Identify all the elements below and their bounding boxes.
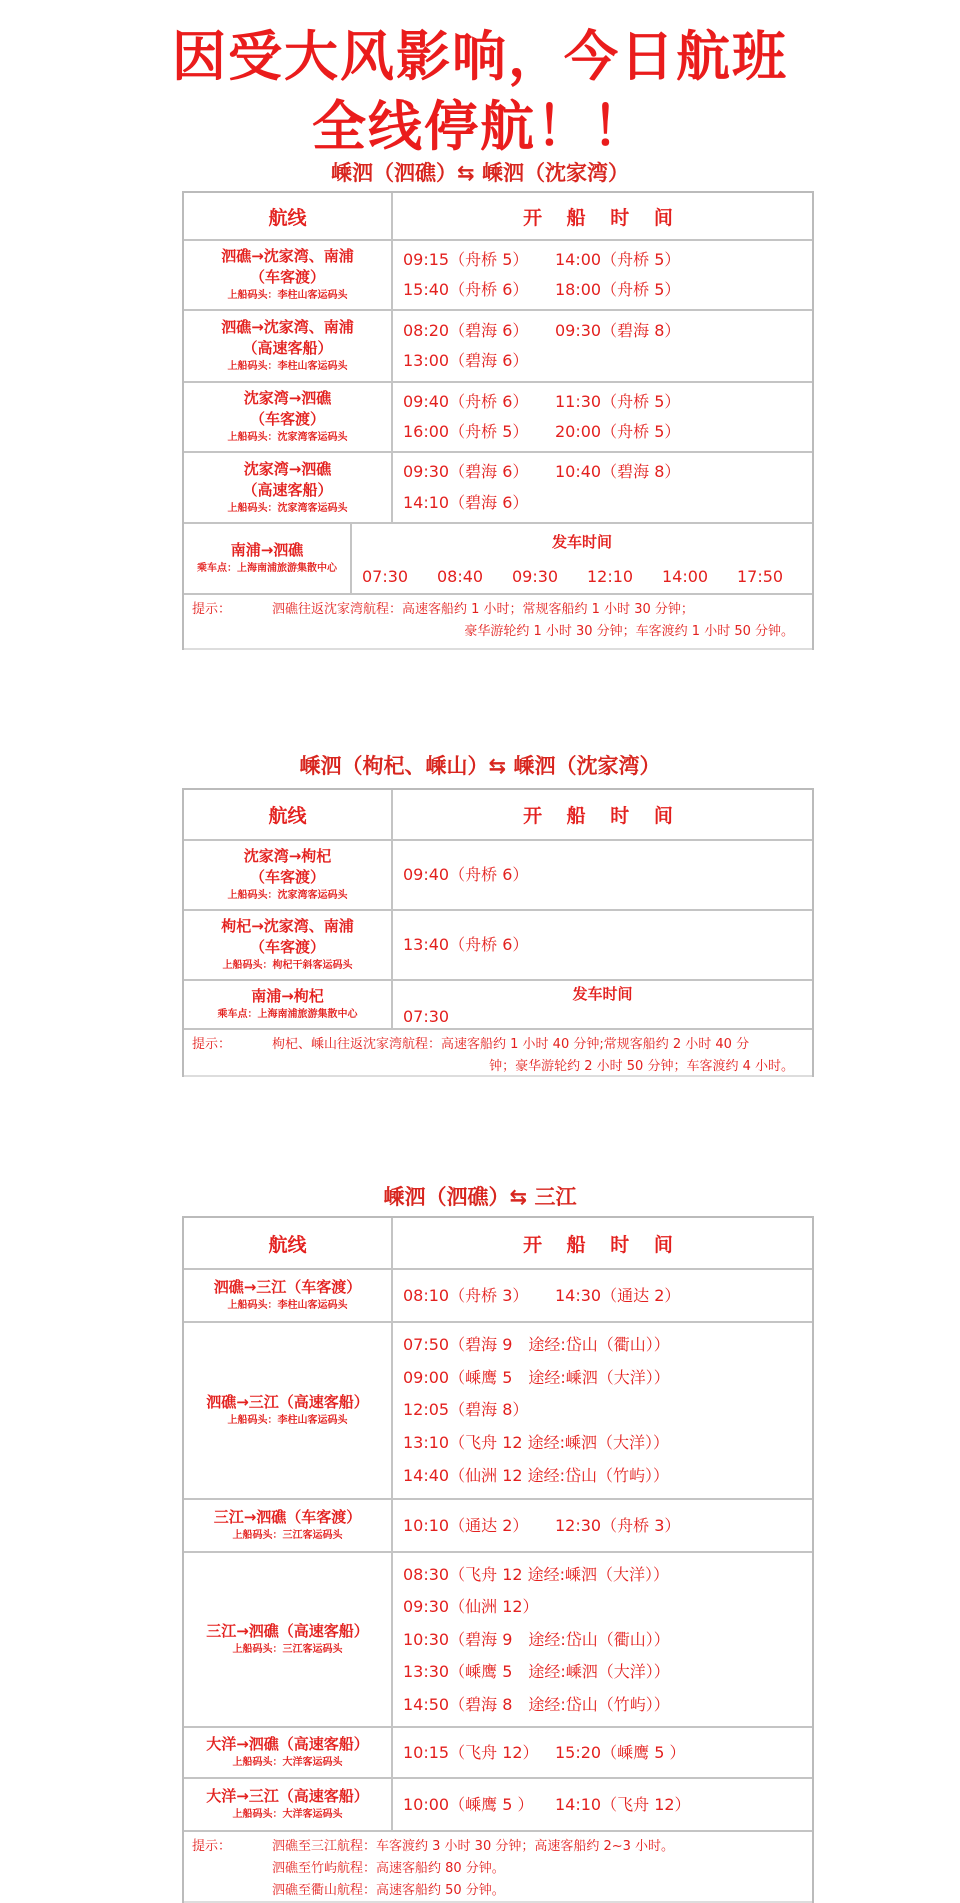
table-row	[184, 1323, 812, 1500]
departure-line	[403, 279, 812, 301]
route-name: 泗礁→三江（车客渡）	[213, 1278, 362, 1296]
tip-text	[192, 1836, 804, 1902]
bus-time: 07:30	[362, 566, 409, 586]
departure-line	[403, 1367, 812, 1389]
bus-times	[362, 567, 812, 586]
route-name: 三江→泗礁（高速客船）	[206, 1622, 369, 1640]
header-route: 航线	[184, 790, 393, 839]
times-cell	[393, 383, 812, 451]
route-cell	[184, 524, 352, 593]
boarding-point: 上船码头：沈家湾客运码头	[227, 432, 348, 443]
route-cell	[184, 1270, 393, 1321]
route-cell	[184, 241, 393, 309]
departure-entry: 09:40（舟桥 6）	[403, 392, 529, 411]
route-name: 枸杞→沈家湾、南浦	[221, 917, 354, 935]
table-row	[184, 1779, 812, 1832]
route-name: 大洋→三江（高速客船）	[206, 1787, 369, 1805]
times-cell	[393, 1323, 812, 1498]
bus-time: 09:30	[512, 566, 559, 586]
route-cell	[184, 1500, 393, 1551]
departure-line	[403, 1661, 812, 1683]
departure-entry: 14:40（仙洲 12 途经:岱山（竹屿））	[403, 1466, 670, 1486]
table-row	[184, 981, 812, 1030]
boarding-point: 上船码头：沈家湾客运码头	[227, 502, 348, 514]
table-row	[184, 241, 812, 311]
departure-line	[403, 249, 812, 271]
departure-entry: 10:00（嵊鹰 5 ）	[403, 1794, 534, 1814]
departure-entry: 10:30（碧海 9 途经:岱山（衢山））	[403, 1629, 670, 1649]
table-header-row	[184, 790, 812, 841]
departure-entry: 08:30（飞舟 12 途经:嵊泗（大洋））	[403, 1564, 670, 1584]
departure-line	[403, 1564, 812, 1586]
route-name: （高速客船）	[242, 480, 333, 499]
departure-entry: 15:20（嵊鹰 5 ）	[555, 1742, 686, 1762]
departure-entry: 09:30（碧海 8）	[555, 320, 681, 340]
departure-line	[403, 492, 812, 514]
boarding-point: 乘车点：上海南浦旅游集散中心	[217, 1009, 358, 1020]
departure-entry: 15:40（舟桥 6）	[403, 280, 529, 299]
table-row	[184, 1500, 812, 1553]
departure-line	[403, 1596, 812, 1618]
route-cell	[184, 383, 393, 451]
boarding-point: 上船码头：枸杞干斜客运码头	[222, 960, 353, 971]
times-cell	[393, 1779, 812, 1830]
departure-entry: 12:30（舟桥 3）	[555, 1515, 681, 1535]
route-name: （车客渡）	[249, 868, 325, 886]
departure-line	[403, 391, 812, 413]
bus-time-label: 发车时间	[572, 984, 633, 1003]
table-row	[184, 911, 812, 981]
header-departure-time: 开 船 时 间	[523, 805, 682, 827]
table-row	[184, 383, 812, 453]
route-name: 南浦→泗礁	[230, 541, 304, 559]
departure-line	[403, 1399, 812, 1421]
departure-line	[403, 320, 812, 342]
travel-tip	[184, 1832, 812, 1903]
boarding-point: 上船码头：李柱山客运码头	[227, 290, 348, 301]
departure-line	[403, 461, 812, 483]
departure-entry: 20:00（舟桥 5）	[555, 422, 681, 441]
route-name: （车客渡）	[249, 410, 325, 428]
departure-line	[403, 934, 812, 956]
departure-line	[403, 1334, 812, 1356]
route-cell	[184, 981, 393, 1028]
tip-label: 提示：	[192, 1037, 232, 1052]
route-name: 沈家湾→泗礁	[243, 459, 332, 478]
route-name: 沈家湾→泗礁	[243, 389, 332, 407]
route-name: 大洋→泗礁（高速客船）	[206, 1735, 369, 1753]
times-cell	[393, 1728, 812, 1777]
departure-entry: 12:05（碧海 8）	[403, 1400, 529, 1420]
departure-entry: 14:10（碧海 6）	[403, 492, 529, 512]
table-header-row	[184, 1218, 812, 1270]
tip-line: 泗礁往返沈家湾航程：高速客船约 1 小时；常规客船约 1 小时 30 分钟；	[272, 602, 694, 617]
route-cell	[184, 911, 393, 979]
tip-text	[192, 1034, 804, 1078]
route-cell	[184, 1553, 393, 1726]
table-row	[184, 841, 812, 911]
departure-entry: 09:30（碧海 6）	[403, 462, 529, 482]
boarding-point: 上船码头：李柱山客运码头	[227, 1300, 348, 1311]
schedule-table	[182, 788, 814, 1077]
departure-entry: 13:30（嵊鹰 5 途经:嵊泗（大洋））	[403, 1662, 670, 1681]
departure-entry: 09:40（舟桥 6）	[403, 865, 529, 884]
boarding-point: 上船码头：大洋客运码头	[232, 1809, 343, 1820]
departure-line	[403, 864, 812, 886]
departure-entry: 14:10（飞舟 12）	[555, 1794, 691, 1814]
bus-time: 12:10	[587, 566, 634, 586]
departure-line	[403, 1694, 812, 1716]
bus-time: 17:50	[737, 566, 784, 586]
times-cell	[352, 524, 812, 593]
bus-time-label: 发车时间	[551, 533, 612, 552]
route-cell	[184, 1728, 393, 1777]
table-header-row	[184, 193, 812, 241]
departure-entry: 14:50（碧海 8 途经:岱山（竹屿））	[403, 1694, 670, 1714]
departure-entry: 08:20（碧海 6）	[403, 320, 529, 340]
route-name: （高速客船）	[242, 339, 333, 357]
times-cell	[393, 311, 812, 381]
tip-line: 钟；豪华游轮约 2 小时 50 分钟；车客渡约 4 小时。	[489, 1059, 794, 1074]
route-name: 泗礁→沈家湾、南浦	[221, 318, 354, 336]
times-cell	[393, 911, 812, 979]
times-cell	[393, 453, 812, 522]
departure-line	[403, 1742, 812, 1764]
travel-tip	[184, 1030, 812, 1077]
bus-time: 08:40	[437, 566, 484, 586]
departure-entry: 13:10（飞舟 12 途经:嵊泗（大洋））	[403, 1433, 670, 1453]
tip-label: 提示：	[192, 602, 232, 617]
departure-line	[403, 1629, 812, 1651]
times-cell	[393, 1553, 812, 1726]
departure-entry: 10:15（飞舟 12）	[403, 1742, 539, 1762]
table-row	[184, 453, 812, 524]
header-departure-time: 开 船 时 间	[523, 1233, 682, 1256]
boarding-point: 上船码头：沈家湾客运码头	[227, 890, 348, 901]
bus-time: 14:00	[662, 566, 709, 586]
header-route: 航线	[184, 1218, 393, 1268]
departure-entry: 11:30（舟桥 5）	[555, 392, 681, 411]
schedule-table	[182, 1216, 814, 1903]
route-name: 泗礁→三江（高速客船）	[206, 1393, 369, 1411]
route-name: 南浦→枸杞	[251, 987, 324, 1005]
route-name: 沈家湾→枸杞	[243, 847, 332, 865]
times-cell	[393, 1270, 812, 1321]
schedule-table	[182, 191, 814, 650]
route-name: （车客渡）	[249, 938, 325, 956]
travel-tip	[184, 595, 812, 650]
departure-line	[403, 1515, 812, 1537]
boarding-point: 上船码头：三江客运码头	[232, 1644, 343, 1655]
boarding-point: 上船码头：三江客运码头	[232, 1530, 343, 1541]
bus-times	[403, 1007, 812, 1026]
times-cell	[393, 841, 812, 909]
departure-line	[403, 1465, 812, 1487]
table-row	[184, 1270, 812, 1323]
tip-line: 枸杞、嵊山往返沈家湾航程：高速客船约 1 小时 40 分钟;常规客船约 2 小时 40 分	[272, 1037, 750, 1052]
table-row	[184, 524, 812, 595]
times-cell	[393, 1500, 812, 1551]
departure-entry: 16:00（舟桥 5）	[403, 422, 529, 441]
route-cell	[184, 1323, 393, 1498]
table-row	[184, 1553, 812, 1728]
route-cell	[184, 841, 393, 909]
departure-line	[403, 1285, 812, 1307]
boarding-point: 乘车点：上海南浦旅游集散中心	[197, 563, 337, 574]
departure-entry: 14:00（舟桥 5）	[555, 250, 681, 269]
closure-headline-line1: 因受大风影响，今日航班	[172, 25, 788, 88]
departure-line	[403, 1432, 812, 1454]
departure-entry: 09:00（嵊鹰 5 途经:嵊泗（大洋））	[403, 1367, 670, 1387]
tip-line: 豪华游轮约 1 小时 30 分钟；车客渡约 1 小时 50 分钟。	[464, 624, 794, 639]
boarding-point: 上船码头：李柱山客运码头	[227, 361, 348, 372]
departure-entry: 09:30（仙洲 12）	[403, 1597, 539, 1616]
route-cell	[184, 453, 393, 522]
departure-entry: 18:00（舟桥 5）	[555, 280, 681, 299]
table-row	[184, 1728, 812, 1779]
section-title: 嵊泗（泗礁）⇆ 三江	[383, 1185, 577, 1209]
header-departure-time: 开 船 时 间	[523, 206, 682, 229]
departure-entry: 13:00（碧海 6）	[403, 351, 529, 371]
departure-entry: 13:40（舟桥 6）	[403, 935, 529, 954]
times-cell	[393, 981, 812, 1028]
departure-entry: 07:50（碧海 9 途经:岱山（衢山））	[403, 1334, 670, 1354]
tip-text	[192, 599, 804, 643]
departure-entry: 10:10（通达 2）	[403, 1515, 529, 1535]
departure-entry: 10:40（碧海 8）	[555, 462, 681, 482]
closure-headline-line2: 全线停航！！	[312, 95, 648, 158]
departure-entry: 08:10（舟桥 3）	[403, 1285, 529, 1305]
table-row	[184, 311, 812, 383]
departure-entry: 09:15（舟桥 5）	[403, 250, 529, 269]
route-cell	[184, 1779, 393, 1830]
route-name: 三江→泗礁（车客渡）	[213, 1508, 362, 1526]
departure-line	[403, 421, 812, 443]
departure-entry: 14:30（通达 2）	[555, 1285, 681, 1305]
times-cell	[393, 241, 812, 309]
route-cell	[184, 311, 393, 381]
section-title: 嵊泗（枸杞、嵊山）⇆ 嵊泗（沈家湾）	[299, 754, 661, 778]
route-name: （车客渡）	[249, 268, 325, 286]
departure-line	[403, 350, 812, 372]
tip-line: 泗礁至衢山航程：高速客船约 50 分钟。	[272, 1883, 505, 1898]
tip-label: 提示：	[192, 1839, 232, 1854]
tip-line: 泗礁至三江航程：车客渡约 3 小时 30 分钟；高速客船约 2~3 小时。	[272, 1839, 675, 1854]
tip-line: 泗礁至竹屿航程：高速客船约 80 分钟。	[272, 1861, 505, 1876]
route-name: 泗礁→沈家湾、南浦	[221, 247, 354, 265]
header-route: 航线	[184, 193, 393, 239]
boarding-point: 上船码头：李柱山客运码头	[227, 1415, 348, 1426]
section-title: 嵊泗（泗礁）⇆ 嵊泗（沈家湾）	[331, 161, 629, 185]
bus-time: 07:30	[403, 1007, 450, 1027]
departure-line	[403, 1794, 812, 1816]
boarding-point: 上船码头：大洋客运码头	[232, 1757, 343, 1768]
